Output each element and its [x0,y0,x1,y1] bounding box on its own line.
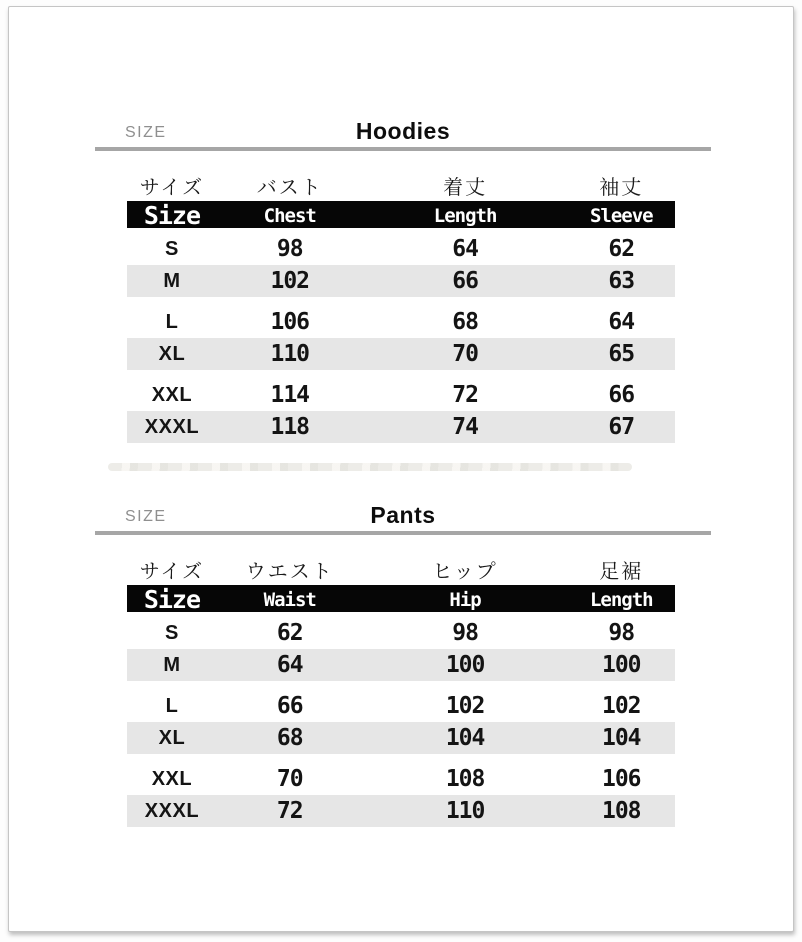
row-value: 102 [601,693,641,719]
en-header-hip: Hip [449,588,481,611]
row-value: 64 [276,652,303,678]
row-value: 72 [276,798,303,824]
row-size-label: XXL [151,383,193,406]
row-value: 66 [276,693,303,719]
row-value: 72 [452,382,478,408]
pants-english-header-bar [127,585,675,612]
jp-header-length: 着丈 [443,177,488,199]
row-value: 108 [601,798,641,824]
jp-header-hip: ヒップ [432,561,498,583]
jp-header-size: サイズ [139,561,205,583]
pants-title: Pants [370,502,436,528]
row-value: 98 [608,620,635,646]
row-value: 70 [276,766,303,792]
table-row [127,379,675,411]
row-size-label: S [165,621,179,644]
table-row [127,306,675,338]
jp-header-bust: バスト [256,177,323,199]
row-value: 63 [608,268,635,294]
row-value: 100 [601,652,641,678]
row-value: 64 [608,309,635,335]
pants-size-label: SIZE [125,508,167,525]
row-value: 118 [270,414,310,440]
table-row [127,763,675,795]
table-row [127,690,675,722]
row-value: 106 [270,309,310,335]
table-row [127,795,675,827]
row-value: 114 [270,382,310,408]
hoodies-english-header-bar [127,201,675,228]
row-value: 67 [608,414,635,440]
hoodies-title: Hoodies [355,118,451,144]
row-value: 68 [452,309,478,335]
content [95,118,711,836]
row-value: 62 [276,620,303,646]
row-value: 102 [445,693,485,719]
row-value: 104 [601,725,641,751]
hoodies-size-table [127,171,675,443]
row-size-label: XXL [151,767,193,790]
en-header-sleeve: Sleeve [589,204,653,227]
row-value: 64 [452,236,478,262]
table-row [127,233,675,265]
en-header-size: Size [143,201,201,230]
row-size-label: XXXL [144,415,200,438]
table-row [127,338,675,370]
row-size-label: L [165,694,179,717]
row-value: 102 [270,268,310,294]
table-row [127,411,675,443]
jp-header-sleeve: 袖丈 [599,177,644,199]
en-header-chest: Chest [263,204,316,227]
row-size-label: M [163,653,181,676]
jp-header-waist: ウエスト [245,561,334,583]
table-row [127,722,675,754]
row-value: 110 [445,798,485,824]
hoodies-japanese-header-row [127,171,675,199]
row-value: 106 [601,766,641,792]
row-size-label: L [165,310,179,333]
row-value: 110 [270,341,310,367]
row-value: 100 [445,652,485,678]
en-header-waist: Waist [263,588,316,611]
row-value: 98 [276,236,303,262]
hoodies-rows [127,233,675,443]
pants-divider-rule [95,531,711,535]
en-header-length: Length [433,204,497,227]
hoodies-divider-rule [95,147,711,151]
table-row [127,617,675,649]
row-value: 66 [452,268,478,294]
row-value: 70 [452,341,478,367]
pants-japanese-header-row [127,555,675,583]
row-value: 98 [452,620,478,646]
row-value: 65 [608,341,635,367]
pants-size-table [127,555,675,827]
row-value: 62 [608,236,635,262]
table-row [127,265,675,297]
row-size-label: XXXL [144,799,200,822]
hoodies-section-header [95,118,711,144]
jp-header-hem: 足裾 [599,561,644,583]
pants-section-header [95,502,711,528]
row-value: 108 [445,766,485,792]
jp-header-size: サイズ [139,177,205,199]
row-size-label: S [165,237,179,260]
row-size-label: XL [158,726,186,749]
rope-divider [108,463,632,471]
table-row [127,649,675,681]
row-value: 68 [276,725,303,751]
row-size-label: XL [158,342,186,365]
row-value: 74 [452,414,478,440]
en-header-size: Size [143,585,201,614]
row-value: 104 [445,725,485,751]
pants-rows [127,617,675,827]
en-header-length: Length [589,588,653,611]
hoodies-size-label: SIZE [125,124,167,141]
row-size-label: M [163,269,181,292]
row-value: 66 [608,382,635,408]
